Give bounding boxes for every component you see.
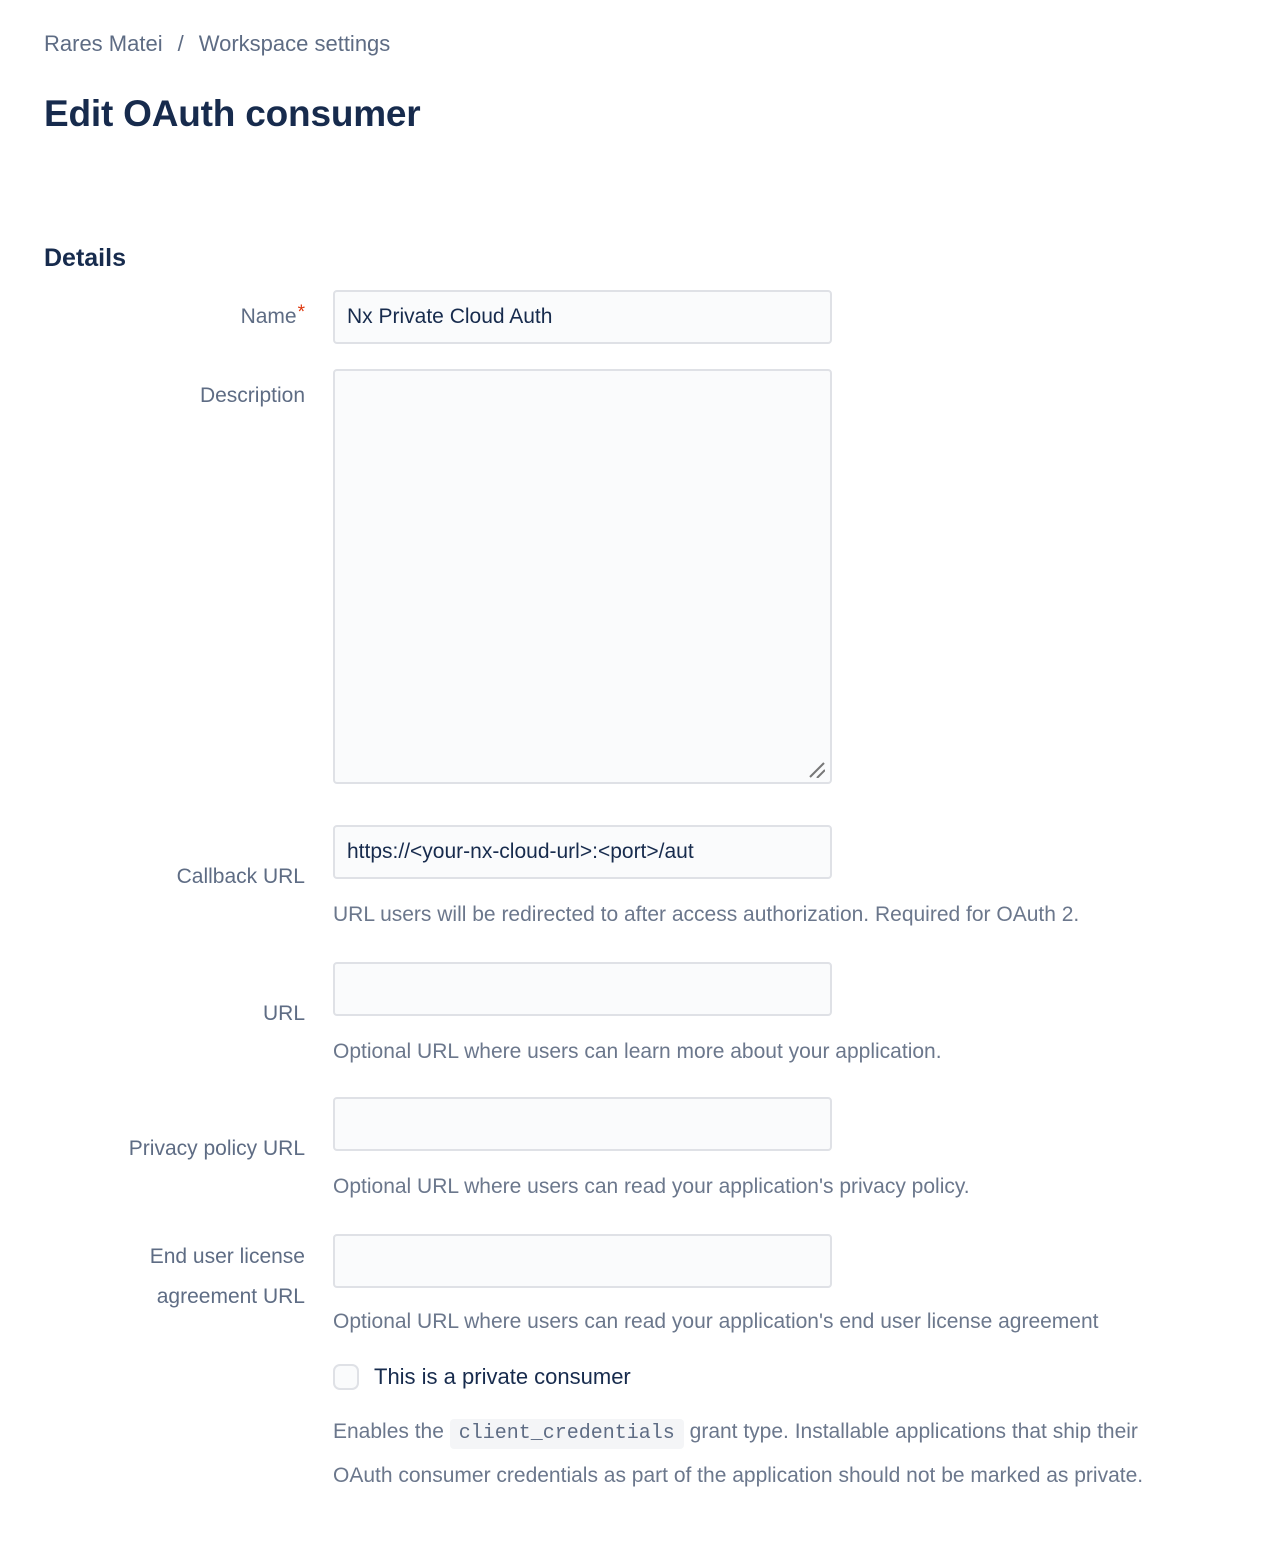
private-consumer-help-prefix: Enables the [333, 1420, 450, 1443]
url-help-text: Optional URL where users can learn more about your application. [333, 1040, 942, 1063]
description-label: Description [199, 384, 305, 407]
name-input[interactable] [333, 290, 832, 344]
private-consumer-help-suffix: grant type. Installable applications that ship their OAuth consumer credentials as part of the application should not be marked as private. [333, 1420, 1144, 1487]
eula-url-label: End user license agreement URL [149, 1245, 305, 1308]
breadcrumb-settings-link[interactable]: Workspace settings [198, 31, 391, 56]
form-row-eula-url [44, 1234, 1234, 1335]
page-title: Edit OAuth consumer [44, 93, 421, 134]
required-asterisk: * [297, 301, 305, 323]
eula-url-input[interactable] [333, 1234, 832, 1288]
name-label-text: Name [240, 304, 297, 328]
breadcrumb-workspace-link[interactable]: Rares Matei [44, 31, 163, 56]
details-section-heading: Details [44, 244, 126, 272]
privacy-policy-url-input[interactable] [333, 1097, 832, 1151]
oauth-consumer-form [44, 290, 1234, 1497]
url-label: URL [262, 1001, 305, 1025]
description-textarea[interactable] [333, 369, 832, 784]
privacy-policy-url-help-text: Optional URL where users can read your application's privacy policy. [333, 1175, 970, 1198]
form-row-name [44, 290, 1234, 344]
breadcrumb-separator: / [177, 31, 184, 56]
eula-url-help-text: Optional URL where users can read your application's end user license agreement [333, 1310, 1099, 1333]
privacy-policy-url-label: Privacy policy URL [128, 1136, 305, 1160]
callback-url-label: Callback URL [176, 864, 305, 888]
private-consumer-help-text [333, 1411, 1165, 1497]
form-row-callback-url [44, 825, 1234, 928]
callback-url-help-text: URL users will be redirected to after access authorization. Required for OAuth 2. [333, 903, 1080, 926]
breadcrumb [44, 30, 1234, 58]
private-consumer-checkbox[interactable] [333, 1364, 359, 1390]
form-row-description [44, 369, 1234, 789]
callback-url-input[interactable] [333, 825, 832, 879]
client-credentials-code-chip: client_credentials [450, 1419, 684, 1449]
form-row-privacy-policy-url [44, 1097, 1234, 1200]
form-row-private-consumer [44, 1362, 1234, 1497]
private-consumer-toggle[interactable] [333, 1362, 631, 1391]
url-input[interactable] [333, 962, 832, 1016]
form-row-url [44, 962, 1234, 1065]
private-consumer-label: This is a private consumer [374, 1364, 631, 1389]
name-label [44, 301, 305, 331]
textarea-resize-handle-icon[interactable] [807, 760, 825, 778]
